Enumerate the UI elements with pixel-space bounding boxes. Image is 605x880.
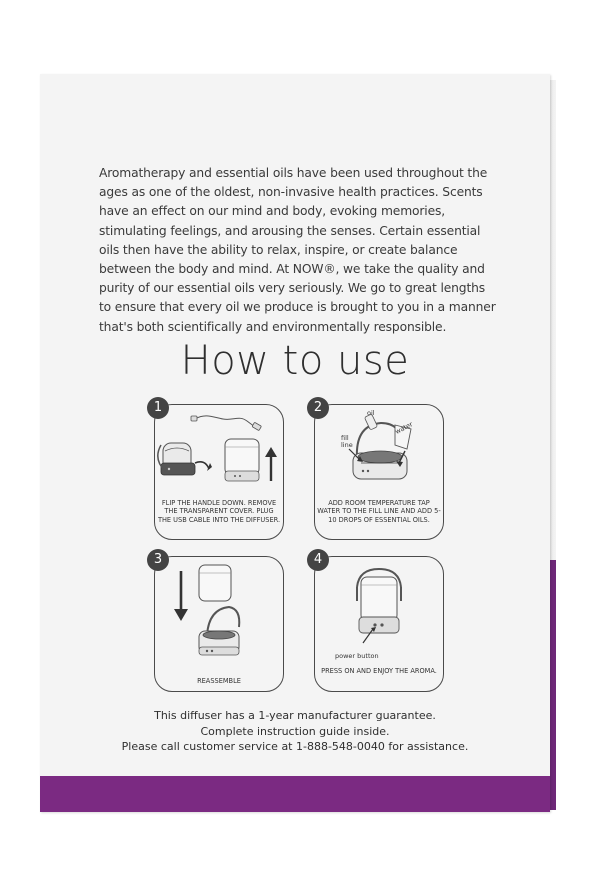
step-4-panel [313,552,444,692]
step-2-illustration [315,405,443,505]
step-2-caption: ADD ROOM TEMPERATURE TAP WATER TO THE FILL LINE AND ADD 5-10 DROPS OF ESSENTIAL OILS. [317,499,441,524]
step-4-number: 4 [307,549,329,571]
water-label: water [393,420,415,436]
step-3-panel [153,552,284,692]
step-3-caption: REASSEMBLE [197,677,241,685]
oil-label: oil [367,409,375,417]
intro-paragraph: Aromatherapy and essential oils have been used throughout the ages as one of the oldest, non-invasive health practices. Scents have an effect on our mind and body, evoking memories, stimulating feelings, and arousing the senses. Certain essential oils then have the ability to relax, inspire, or create balance between the body and mind. At NOW®, we take the quality and purity of our essential oils very seriously. We go to great lengths to ensure that every oil we produce is brought to you in a manner that's both scientifically and environmentally responsible. [99,166,496,334]
guarantee-text: This diffuser has a 1-year manufacturer guarantee. [154,709,436,722]
purple-band [40,776,550,812]
step-4-caption: PRESS ON AND ENJOY THE AROMA. [321,667,437,675]
how-to-use-heading: How to use [180,338,410,384]
guide-text: Complete instruction guide inside. [200,724,390,738]
step-1-caption: FLIP THE HANDLE DOWN. REMOVE THE TRANSPARENT COVER. PLUG THE USB CABLE INTO THE DIFFUSER. [157,499,281,524]
step-2-panel [313,400,444,540]
power-button-label: power button [335,652,379,660]
customer-service-text: Please call customer service at 1-888-548-0040 for assistance. [121,740,469,754]
step-1-illustration [155,405,283,505]
step-1-panel [153,400,284,540]
step-1-number: 1 [147,397,169,419]
product-box-back [40,74,550,812]
step-3-number: 3 [147,549,169,571]
step-2-number: 2 [307,397,329,419]
step-3-illustration [155,557,283,677]
step-4-illustration [315,557,443,657]
fill-line-label: fill line [341,434,353,449]
footer-info [40,708,550,755]
